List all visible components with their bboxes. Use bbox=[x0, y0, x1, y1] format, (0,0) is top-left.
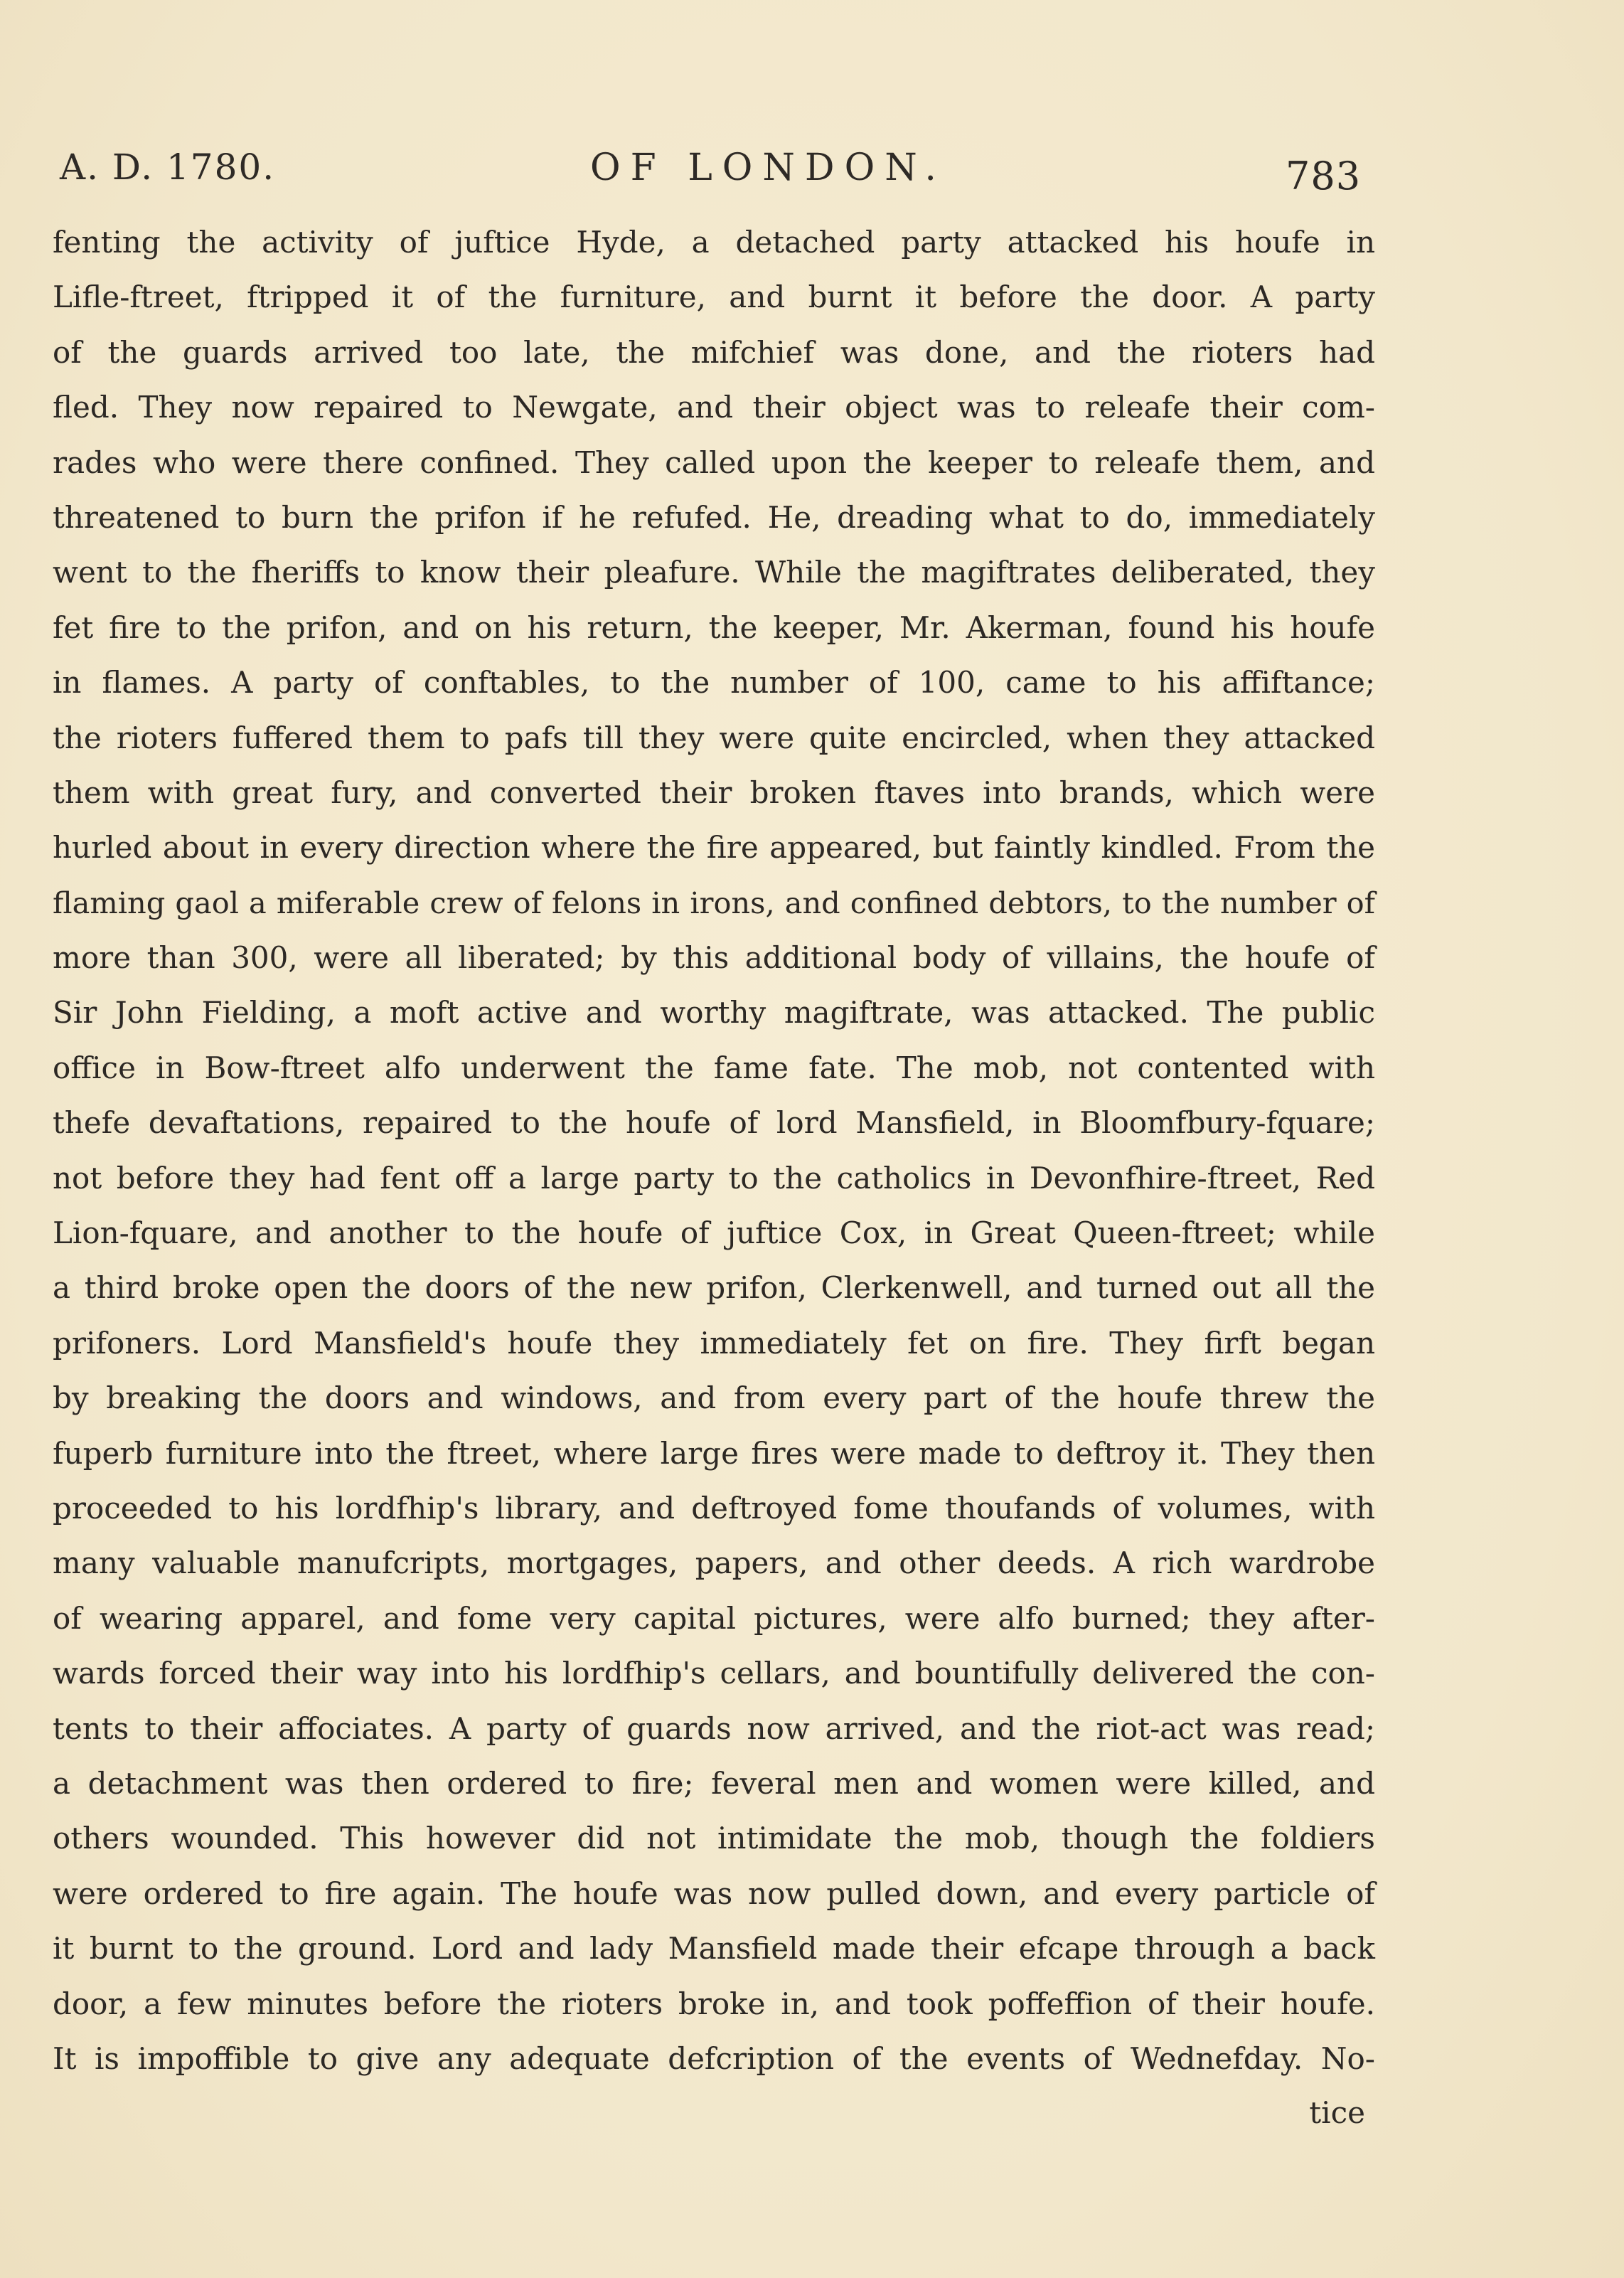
text-line: it burnt to the ground. Lord and lady Mansfield made their efcape through a back bbox=[53, 1931, 1375, 1966]
text-line: wards forced their way into his lordfhip's cellars, and bountifully delivered the con- bbox=[53, 1656, 1375, 1691]
text-line: were ordered to fire again. The houfe was now pulled down, and every particle of bbox=[53, 1875, 1375, 1911]
text-line: prifoners. Lord Mansfield's houfe they immediately fet on fire. They firft began bbox=[53, 1325, 1375, 1361]
text-line: a third broke open the doors of the new prifon, Clerkenwell, and turned out all the bbox=[53, 1270, 1375, 1306]
text-line: a detachment was then ordered to fire; feveral men and women were killed, and bbox=[53, 1765, 1375, 1801]
text-line: in flames. A party of conftables, to the number of 100, came to his affiftance; bbox=[53, 665, 1375, 701]
header-year: A. D. 1780. bbox=[60, 147, 276, 188]
text-line: office in Bow-ftreet alfo underwent the fame fate. The mob, not contented with bbox=[53, 1050, 1375, 1085]
catchword: tice bbox=[1309, 2095, 1365, 2130]
text-line: Sir John Fielding, a moft active and worthy magiftrate, was attacked. The public bbox=[53, 995, 1375, 1031]
text-line: thefe devaftations, repaired to the houfe of lord Mansfield, in Bloomfbury-fquare; bbox=[53, 1105, 1375, 1141]
text-line: Lifle-ftreet, ftripped it of the furniture, and burnt it before the door. A party bbox=[53, 280, 1375, 315]
text-line: others wounded. This however did not intimidate the mob, though the foldiers bbox=[53, 1821, 1375, 1856]
text-line: went to the fheriffs to know their pleafure. While the magiftrates deliberated, they bbox=[53, 555, 1375, 590]
text-line: proceeded to his lordfhip's library, and deftroyed fome thoufands of volumes, with bbox=[53, 1490, 1375, 1526]
page-number: 783 bbox=[1286, 154, 1362, 198]
text-line: many valuable manufcripts, mortgages, papers, and other deeds. A rich wardrobe bbox=[53, 1545, 1375, 1581]
text-line: the rioters fuffered them to pafs till they were quite encircled, when they attacked bbox=[53, 720, 1375, 755]
text-line: more than 300, were all liberated; by this additional body of villains, the houfe of bbox=[53, 940, 1375, 976]
text-line: It is impoffible to give any adequate defcription of the events of Wednefday. No- bbox=[53, 2040, 1375, 2076]
text-line: door, a few minutes before the rioters broke in, and took poffeffion of their houfe. bbox=[53, 1986, 1375, 2021]
text-line: tents to their affociates. A party of guards now arrived, and the riot-act was read; bbox=[53, 1710, 1375, 1746]
header-title: OF LONDON. bbox=[590, 147, 946, 189]
text-line: them with great fury, and converted their broken ftaves into brands, which were bbox=[53, 775, 1375, 810]
body-text bbox=[53, 215, 1375, 2086]
text-line: fenting the activity of juftice Hyde, a detached party attacked his houfe in bbox=[53, 225, 1375, 260]
text-line: fled. They now repaired to Newgate, and their object was to releafe their com- bbox=[53, 390, 1375, 425]
text-line: flaming gaol a miferable crew of felons in irons, and confined debtors, to the number of bbox=[53, 885, 1375, 920]
text-line: fet fire to the prifon, and on his return, the keeper, Mr. Akerman, found his houfe bbox=[53, 610, 1375, 645]
text-line: by breaking the doors and windows, and from every part of the houfe threw the bbox=[53, 1380, 1375, 1416]
text-line: rades who were there confined. They called upon the keeper to releafe them, and bbox=[53, 445, 1375, 480]
text-line: threatened to burn the prifon if he refufed. He, dreading what to do, immediately bbox=[53, 499, 1375, 535]
running-header bbox=[0, 147, 1624, 203]
text-line: Lion-fquare, and another to the houfe of juftice Cox, in Great Queen-ftreet; while bbox=[53, 1215, 1375, 1251]
text-line: hurled about in every direction where the fire appeared, but faintly kindled. From the bbox=[53, 830, 1375, 866]
text-line: not before they had fent off a large party to the catholics in Devonfhire-ftreet, Red bbox=[53, 1160, 1375, 1196]
text-line: of the guards arrived too late, the mifchief was done, and the rioters had bbox=[53, 334, 1375, 370]
text-line: of wearing apparel, and fome very capital pictures, were alfo burned; they after- bbox=[53, 1600, 1375, 1636]
text-line: fuperb furniture into the ftreet, where large fires were made to deftroy it. They then bbox=[53, 1435, 1375, 1471]
